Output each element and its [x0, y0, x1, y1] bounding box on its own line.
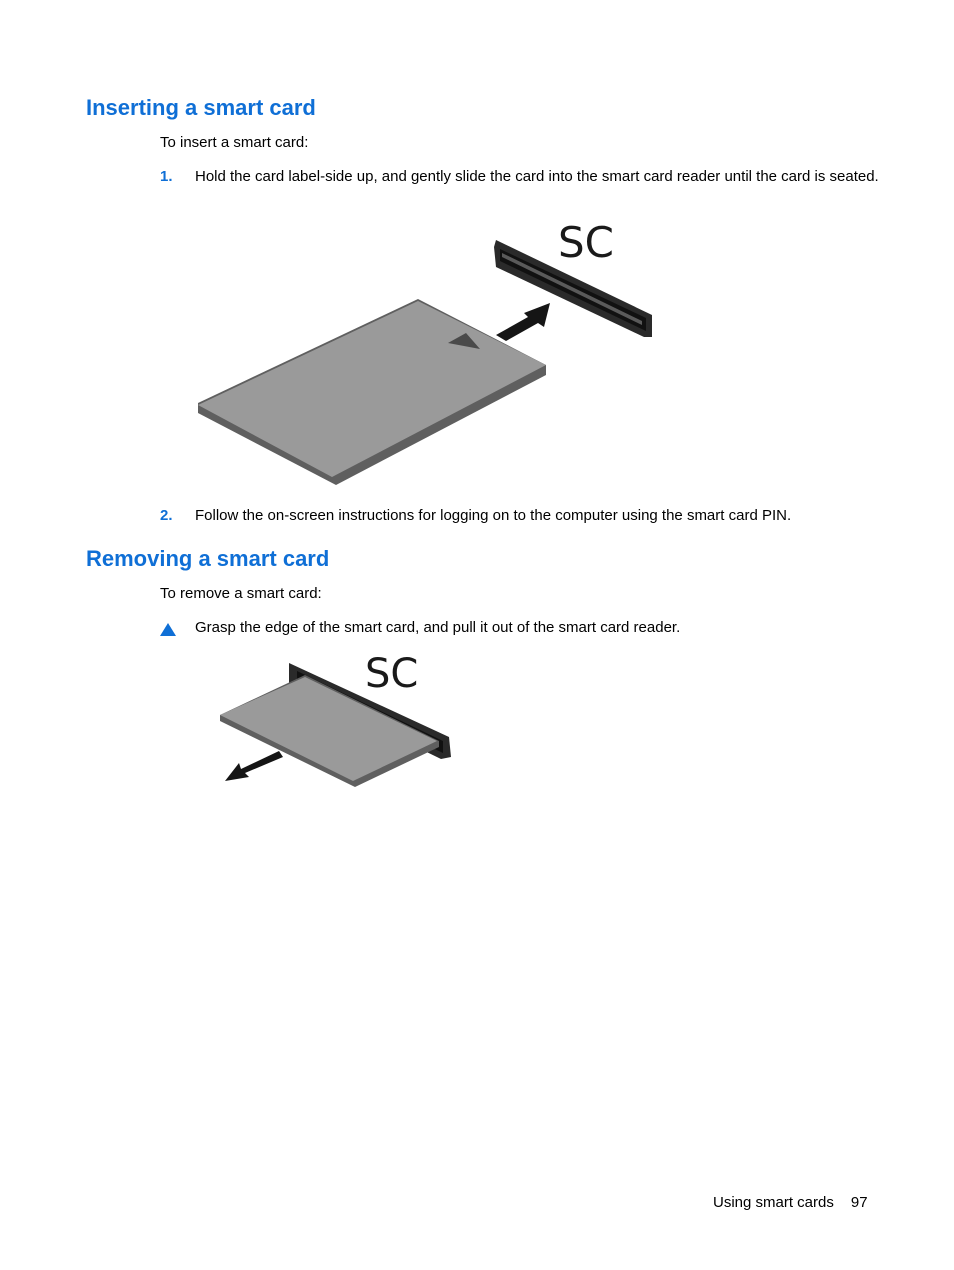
page-footer	[713, 1193, 868, 1212]
step-number-1: 1.	[160, 168, 173, 185]
insert-intro: To insert a smart card:	[160, 134, 309, 151]
step-text-2: Follow the on-screen instructions for logging on to the computer using the smart card PIN.	[195, 507, 792, 524]
remove-step-text: Grasp the edge of the smart card, and pull it out of the smart card reader.	[195, 619, 681, 636]
remove-arrow-icon	[225, 751, 283, 781]
step-number-2: 2.	[160, 507, 173, 524]
smart-card-icon	[198, 299, 546, 485]
insert-smart-card-illustration	[190, 215, 670, 495]
heading-inserting-smart-card: Inserting a smart card	[86, 95, 316, 120]
sc-label: SC	[365, 651, 419, 697]
insert-arrow-icon	[496, 303, 550, 341]
triangle-bullet-icon	[160, 623, 176, 636]
sc-label: SC	[558, 218, 614, 267]
heading-removing-smart-card: Removing a smart card	[86, 546, 330, 571]
page-number: 97	[850, 1194, 868, 1211]
remove-smart-card-illustration	[215, 645, 465, 795]
footer-section-title: Using smart cards	[713, 1194, 834, 1211]
remove-intro: To remove a smart card:	[160, 585, 322, 602]
step-text-1: Hold the card label-side up, and gently slide the card into the smart card reader until the card is seated.	[195, 168, 879, 185]
